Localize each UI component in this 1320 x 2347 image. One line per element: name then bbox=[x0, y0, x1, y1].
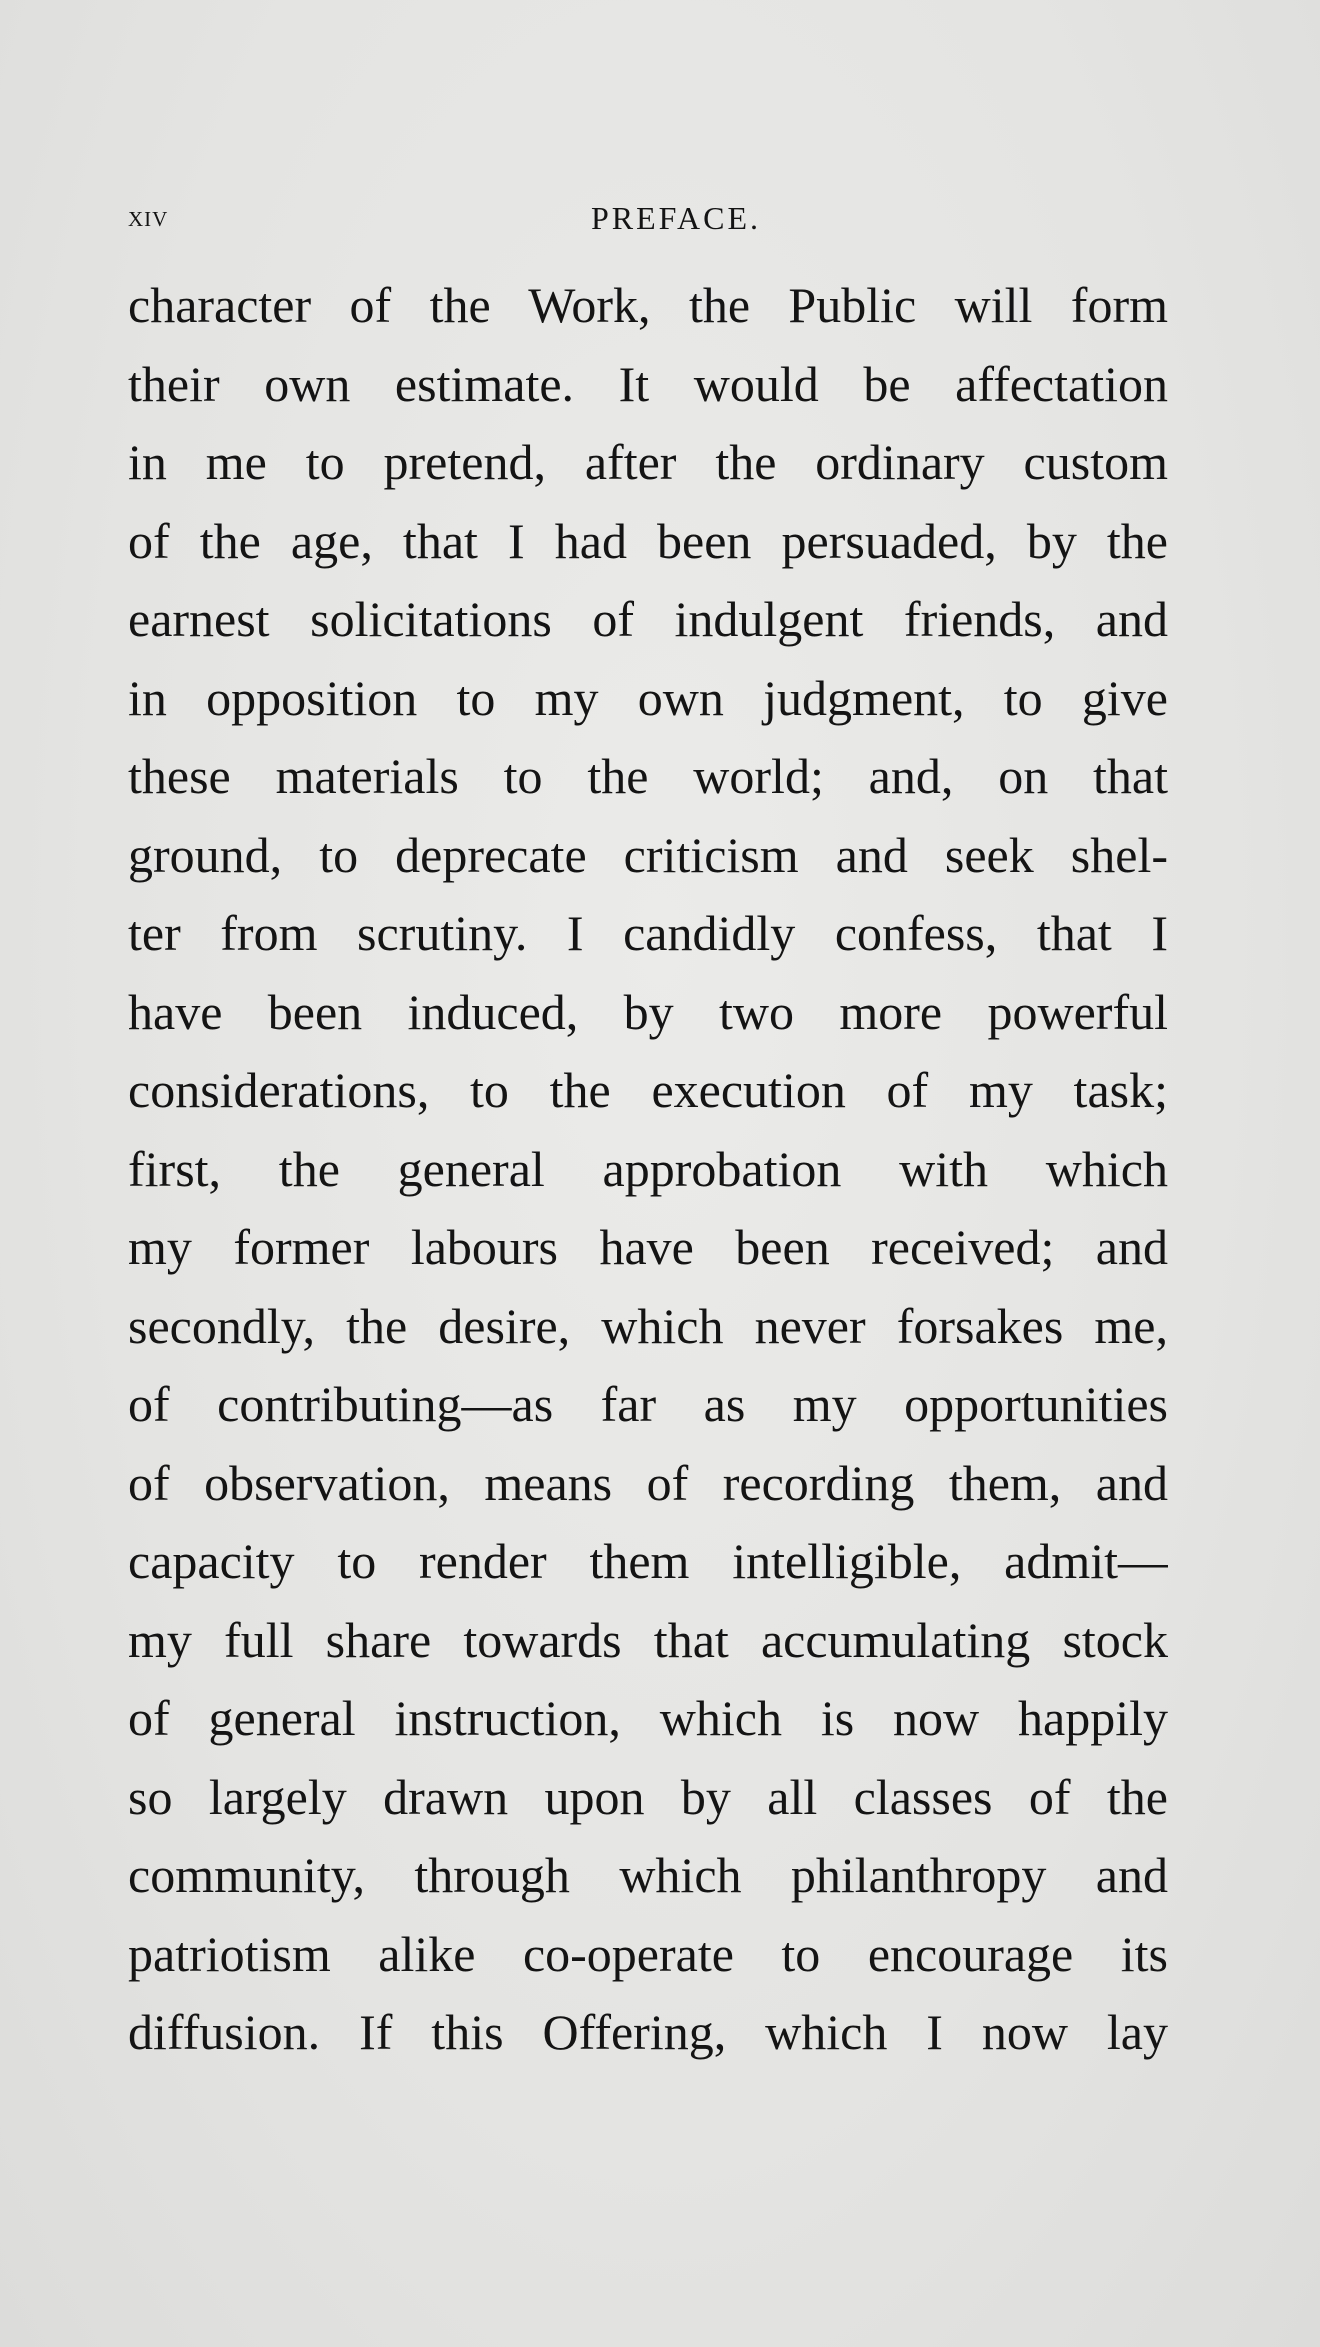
text-line: community, through which philanthropy and bbox=[128, 1847, 1168, 1903]
text-line: my former labours have been received; and bbox=[128, 1219, 1168, 1275]
text-line: in opposition to my own judgment, to give bbox=[128, 669, 1168, 726]
running-head: PREFACE. bbox=[590, 200, 762, 236]
text-line: patriotism alike co-operate to encourage its bbox=[128, 1925, 1168, 1982]
page-header bbox=[128, 200, 1168, 260]
text-line: of contributing—as far as my opportunities bbox=[128, 1376, 1168, 1432]
text-line: of observation, means of recording them, and bbox=[128, 1454, 1168, 1511]
text-line: their own estimate. It would be affectation bbox=[128, 355, 1168, 412]
text-line: so largely drawn upon by all classes of the bbox=[128, 1768, 1168, 1825]
page-number: xiv bbox=[128, 200, 169, 233]
text-line: of the age, that I had been persuaded, by the bbox=[128, 512, 1168, 569]
text-line: ter from scrutiny. I candidly confess, that I bbox=[128, 905, 1168, 961]
text-line: capacity to render them intelligible, admit— bbox=[128, 1533, 1168, 1589]
body-text bbox=[128, 266, 1168, 2072]
text-line: ground, to deprecate criticism and seek shel- bbox=[128, 826, 1168, 883]
text-line: character of the Work, the Public will form bbox=[128, 277, 1168, 333]
text-line: considerations, to the execution of my task; bbox=[128, 1062, 1168, 1118]
text-line: of general instruction, which is now happily bbox=[128, 1690, 1168, 1746]
text-line: my full share towards that accumulating stock bbox=[128, 1611, 1168, 1668]
text-line: have been induced, by two more powerful bbox=[128, 983, 1168, 1040]
text-line: these materials to the world; and, on that bbox=[128, 748, 1168, 804]
text-line: diffusion. If this Offering, which I now lay bbox=[128, 2004, 1168, 2060]
text-line: earnest solicitations of indulgent friends, and bbox=[128, 591, 1168, 647]
text-line: first, the general approbation with which bbox=[128, 1140, 1168, 1197]
text-line: in me to pretend, after the ordinary custom bbox=[128, 434, 1168, 490]
text-line: secondly, the desire, which never forsakes me, bbox=[128, 1297, 1168, 1354]
